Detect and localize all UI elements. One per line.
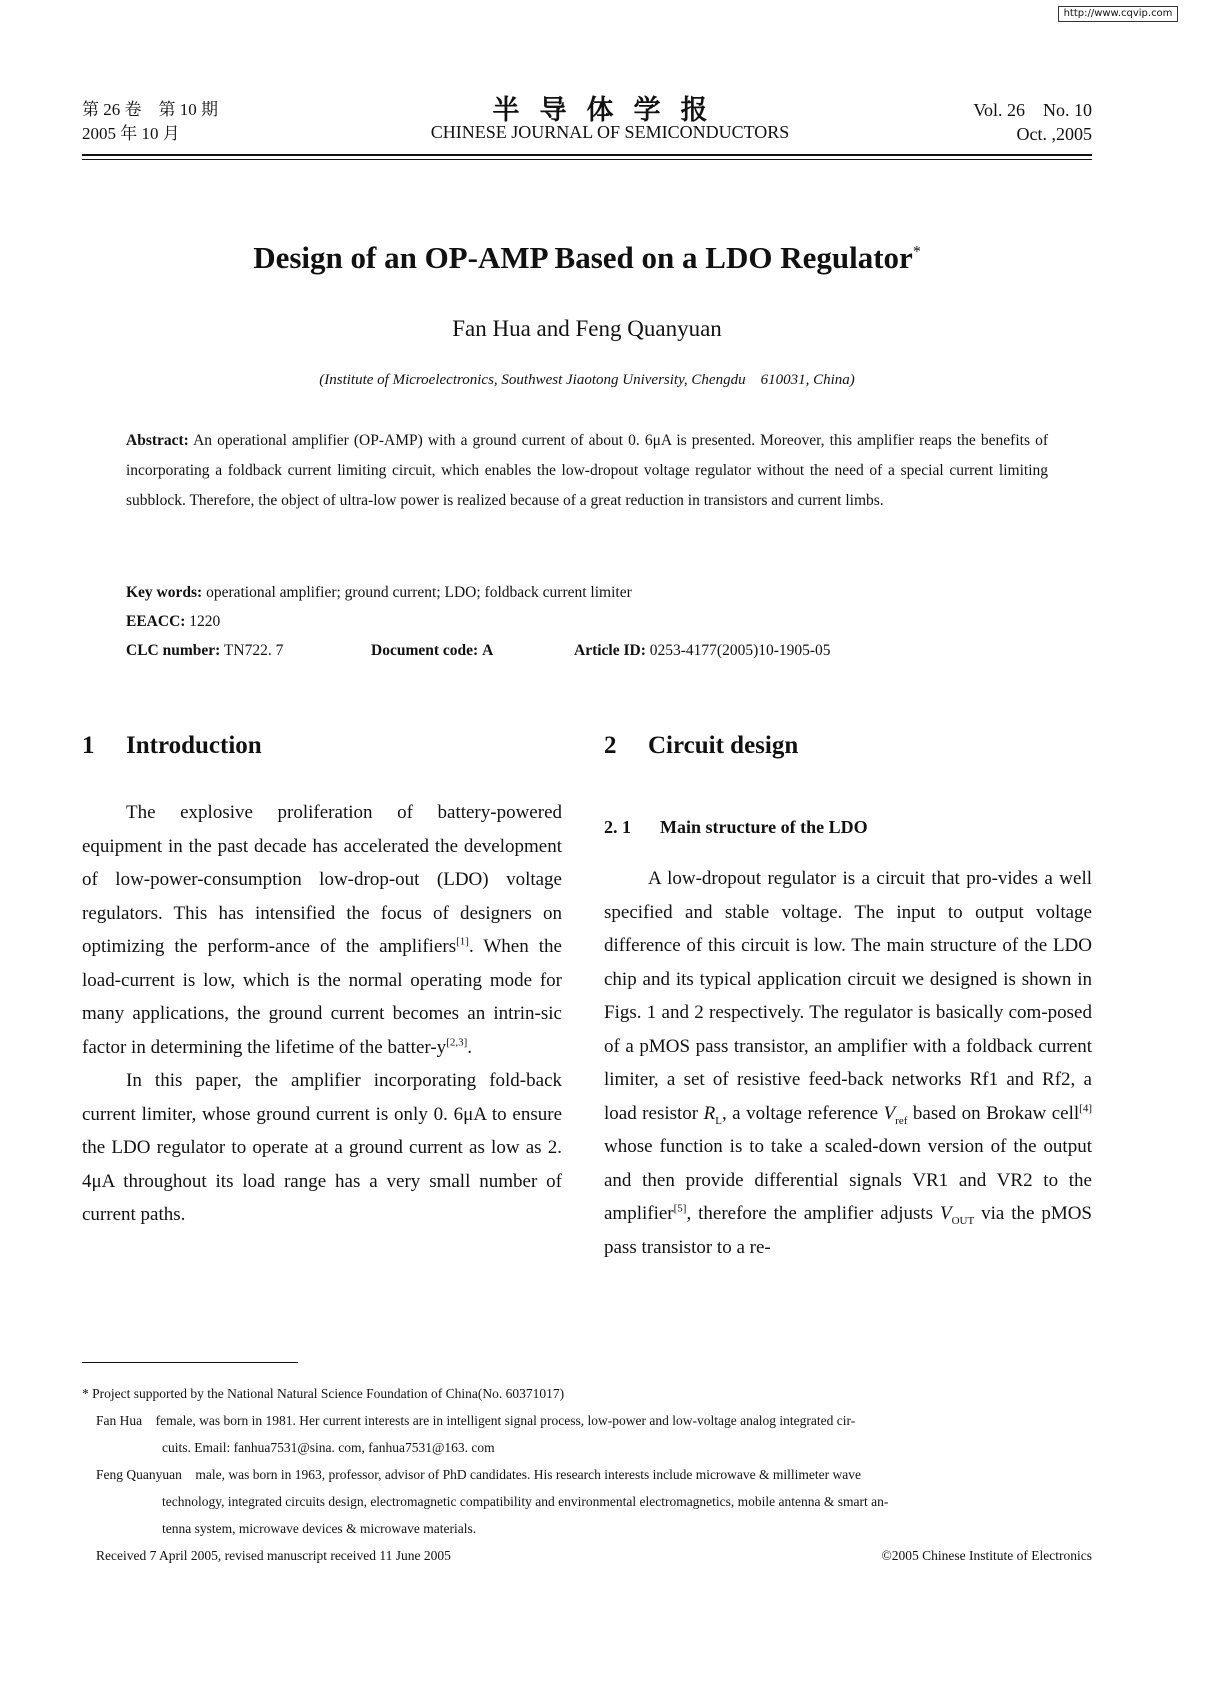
header-volume-en (973, 98, 1092, 146)
source-url-box[interactable]: http://www.cqvip.com (1058, 6, 1178, 22)
section-1-body (82, 796, 562, 1232)
header-right-line1: Vol. 26 No. 10 (973, 100, 1092, 120)
section-1-heading (82, 732, 262, 760)
symbol-v: V (883, 1102, 896, 1124)
symbol-v: V (939, 1203, 952, 1224)
text-run: , a voltage reference (721, 1102, 884, 1124)
footnote-author-1-cont: cuits. Email: fanhua7531@sina. com, fanhua7531@163. com (162, 1440, 495, 1455)
clc-field (126, 636, 371, 665)
footnote-project: * Project supported by the National Natural Science Foundation of China(No. 60371017) (82, 1386, 565, 1401)
footnote-author-name: Feng Quanyuan (96, 1467, 182, 1482)
doc-code-value: A (482, 642, 494, 659)
article-id-field (574, 636, 831, 665)
subsection-title: Main structure of the LDO (660, 817, 868, 837)
footnote-author-2 (82, 1461, 1092, 1488)
journal-name-cn: 半导体学报 (492, 95, 728, 126)
text-run: . When the load-current is low, which is the normal operating mode for many applications, the ground current becomes an intrin-sic factor in determining the lifetime of the batter-y (82, 936, 562, 1058)
section-1-paragraph-1 (82, 796, 562, 1064)
symbol-r: R (703, 1102, 716, 1124)
article-id-value: 0253-4177(2005)10-1905-05 (649, 642, 831, 659)
abstract-label: Abstract: (126, 432, 189, 449)
title-footnote-mark: * (912, 243, 921, 261)
clc-label: CLC number: (126, 642, 221, 659)
citation-ref[interactable]: [2,3] (446, 1036, 468, 1049)
text-run: via the pMOS pass transistor to a re- (604, 1203, 1093, 1258)
text-run: A low-dropout regulator is a circuit that pro-vides a well specified and stable voltage. The input to output voltage difference of this circuit is low. The main structure of the LDO chip and its typical application circuit we designed is shown in Figs. 1 and 2 respectively. The regulator is basically com-posed of a pMOS pass transistor, an amplifier with a foldback current limiter, a set of resistive feed-back networks Rf1 and Rf2, a load resistor (604, 868, 1092, 1124)
section-1-number: 1 (82, 732, 95, 759)
footnote-author-2-cont: tenna system, microwave devices & microwave materials. (162, 1521, 477, 1536)
doc-code-field (371, 636, 574, 665)
header-rule-thick (82, 154, 1092, 156)
section-2-body (604, 862, 1092, 1264)
paper-title-text: Design of an OP-AMP Based on a LDO Regulator (253, 240, 913, 275)
footnote-rule (82, 1362, 298, 1363)
paper-authors: Fan Hua and Feng Quanyuan (452, 316, 722, 341)
text-run: . (467, 1036, 473, 1058)
symbol-subscript: OUT (951, 1214, 975, 1227)
citation-ref[interactable]: [1] (456, 935, 469, 948)
copyright: ©2005 Chinese Institute of Electronics (881, 1548, 1092, 1563)
eeacc-value: 1220 (189, 613, 221, 630)
section-2-title: Circuit design (648, 732, 799, 759)
classification-line (126, 636, 1048, 665)
section-2-paragraph-1 (604, 862, 1092, 1264)
header-left-line1: 第 26 卷 第 10 期 (82, 100, 218, 119)
doc-code-label: Document code: (371, 642, 479, 659)
abstract (126, 426, 1048, 516)
section-1-paragraph-2: In this paper, the amplifier incorporating fold-back current limiter, whose ground current is only 0. 6μA to ensure the LDO regulator to operate at a ground current as low as 2. 4μA throughout its load range has a very small number of current paths. (82, 1070, 562, 1225)
footnote-author-name: Fan Hua (96, 1413, 143, 1428)
text-run: based on Brokaw cell (907, 1102, 1080, 1124)
footnotes (82, 1380, 1092, 1542)
article-id-label: Article ID: (574, 642, 646, 659)
footnote-text: male, was born in 1963, professor, advisor of PhD candidates. His research interests include microwave & millimeter wave (195, 1467, 862, 1482)
text-run: whose function is to take a scaled-down version of the output and then provide differential signals VR1 and VR2 to the amplifier (604, 1136, 1092, 1224)
citation-ref[interactable]: [5] (673, 1202, 687, 1215)
subsection-2-1-heading (604, 817, 868, 838)
keywords-block (126, 578, 1048, 665)
header-rule-thin (82, 159, 1092, 160)
section-1-title: Introduction (126, 732, 262, 759)
header-right-line2: Oct. ,2005 (1016, 124, 1092, 144)
journal-name-en: CHINESE JOURNAL OF SEMICONDUCTORS (430, 122, 790, 142)
paper-affiliation: (Institute of Microelectronics, Southwest Jiaotong University, Chengdu 610031, China) (319, 372, 855, 388)
header-left-line2: 2005 年 10 月 (82, 124, 180, 143)
symbol-subscript: L (715, 1114, 722, 1127)
paper-title (82, 240, 1092, 276)
text-run: , therefore the amplifier adjusts (686, 1203, 940, 1224)
received-date: Received 7 April 2005, revised manuscript received 11 June 2005 (96, 1548, 451, 1563)
keywords-text: operational amplifier; ground current; LDO; foldback current limiter (206, 584, 632, 601)
text-run: The explosive proliferation of battery-powered equipment in the past decade has accelerated the development of low-power-consumption low-drop-out (LDO) voltage regulators. This has intensified the focus of designers on optimizing the perform-ance of the amplifiers (82, 802, 562, 957)
section-2-number: 2 (604, 732, 617, 759)
received-copyright-line (96, 1548, 1092, 1564)
abstract-text: An operational amplifier (OP-AMP) with a ground current of about 0. 6μA is presented. Moreover, this amplifier reaps the benefits of incorporating a foldback current limiting circuit, which enables the low-dropout voltage regulator without the need of a special current limiting subblock. Therefore, the object of ultra-low power is realized because of a great reduction in transistors and current limbs. (126, 432, 1049, 509)
section-2-heading (604, 732, 798, 760)
citation-ref[interactable]: [4] (1079, 1102, 1092, 1115)
footnote-text: female, was born in 1981. Her current interests are in intelligent signal process, low-power and low-voltage analog integrated cir- (155, 1413, 856, 1428)
keywords-label: Key words: (126, 584, 203, 601)
subsection-number: 2. 1 (604, 817, 631, 837)
footnote-author-2-cont: technology, integrated circuits design, electromagnetic compatibility and environmental electromagnetics, mobile antenna & smart an- (162, 1494, 889, 1509)
header-volume-cn (82, 98, 218, 146)
eeacc-label: EEACC: (126, 613, 186, 630)
eeacc-line (126, 607, 1048, 636)
symbol-subscript: ref (895, 1114, 908, 1127)
footnote-author-1 (82, 1407, 1092, 1434)
clc-value: TN722. 7 (223, 642, 284, 659)
keywords-line (126, 578, 1048, 607)
